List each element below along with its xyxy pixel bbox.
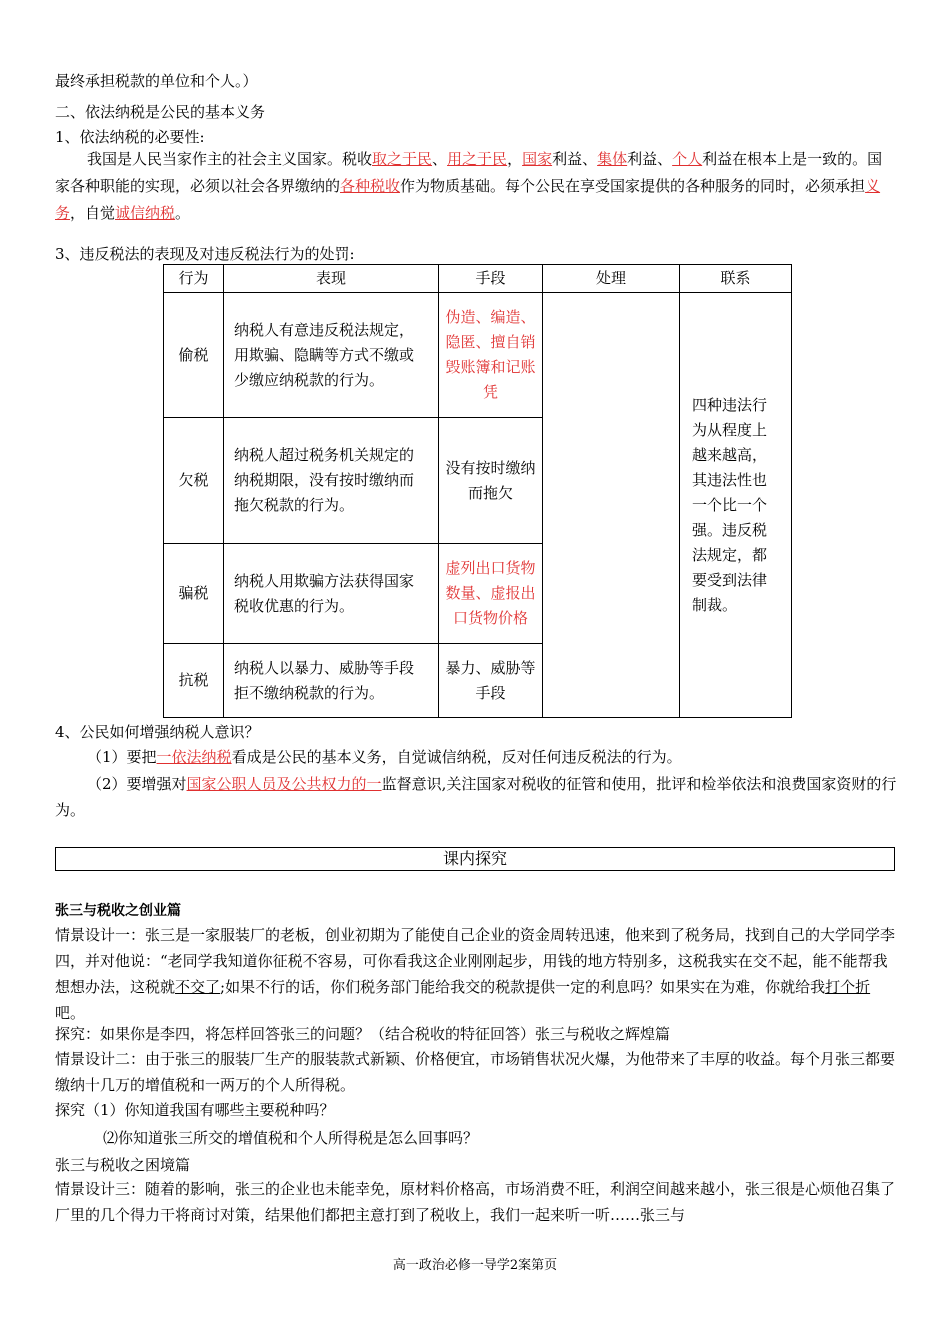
item3-heading: 3、违反税法的表现及对违反税法行为的处罚:: [55, 245, 355, 263]
keyword: 各种税收: [340, 177, 401, 195]
header-cell: 处理: [543, 265, 680, 293]
handling-cell: [543, 293, 680, 718]
page-footer: 高一政治必修一导学2案第页: [392, 1258, 558, 1273]
means-cell: 没有按时缴纳而拖欠: [439, 418, 543, 544]
desc-cell: 纳税人超过税务机关规定的纳税期限，没有按时缴纳而拖欠税款的行为。: [224, 418, 439, 544]
text-run: 情景设计一：张三是一家服装厂的老板，创业初期为了能使自己企业的资金周转迅速，他来到了税务局，找到自己的大学同学李四，并对他说：“老同学我知道你征税不容易，可你看我这企业刚刚起步，用钱的地方特别多，这税我实在交不起，能不能帮我想想办法，这税就: [55, 926, 896, 996]
inquiry-heading: 张三与税收之创业篇: [55, 903, 181, 919]
item4-point1: [87, 747, 682, 767]
underlined-phrase: 打个折: [825, 978, 871, 996]
text-run: 。: [175, 204, 191, 222]
scenario1-paragraph: [55, 922, 897, 1026]
act-cell: 骗税: [164, 544, 224, 644]
keyword: 取之于民: [372, 150, 433, 168]
text-run: ;如果不行的话，你们税务部门能给我交的税款提供一定的利息吗？如果实在为难，你就给我: [220, 978, 826, 996]
section-banner: 课内探究: [55, 847, 895, 871]
text-run: 利益在根本上是一致的。国家各种职能的实现，必须以社会各界缴纳的: [55, 150, 883, 195]
desc-cell: 纳税人用欺骗方法获得国家税收优惠的行为。: [224, 544, 439, 644]
keyword: 国家公职人员及公共权力的一: [186, 775, 382, 793]
means-cell: 暴力、威胁等手段: [439, 644, 543, 718]
keyword: 个人: [672, 150, 703, 168]
desc-cell: 纳税人有意违反税法规定，用欺骗、隐瞒等方式不缴或少缴应纳税款的行为。: [224, 293, 439, 418]
section-heading: 二、依法纳税是公民的基本义务: [55, 103, 266, 121]
text-run: ，: [507, 150, 523, 168]
scenario2-paragraph: 情景设计二：由于张三的服装厂生产的服装款式新颖、价格便宜，市场销售状况火爆，为他带来了丰厚的收益。每个月张三都要缴纳十几万的增值税和一两万的个人所得税。: [55, 1050, 896, 1094]
explore1-line: 探究：如果你是李四，将怎样回答张三的问题？（结合税收的特征回答）张三与税收之辉煌篇: [55, 1025, 671, 1043]
item4-point2: [55, 771, 897, 823]
necessity-paragraph: [55, 146, 897, 227]
scenario3-paragraph: 情景设计三：随着的影响，张三的企业也未能幸免，原材料价格高，市场消费不旺，利润空间越来越小，张三很是心烦他召集了厂里的几个得力干将商讨对策，结果他们都把主意打到了税收上，我们一起来听一听……张三与: [55, 1180, 896, 1224]
act-cell: 抗税: [164, 644, 224, 718]
item4-heading: 4、公民如何增强纳税人意识？: [55, 723, 260, 741]
act-cell: 偷税: [164, 293, 224, 418]
text-run: 利益、: [627, 150, 673, 168]
text-run: 作为物质基础。每个公民在享受国家提供的各种服务的同时，必须承担: [400, 177, 866, 195]
keyword: 集体: [597, 150, 628, 168]
text-run: 吧。: [55, 1004, 86, 1022]
text-run: 、: [432, 150, 448, 168]
keyword: 诚信纳税: [115, 204, 176, 222]
text-run: 监督意识,关注国家对税收的征管和使用，批评和检举依法和浪费国家资财的行为。: [55, 775, 897, 819]
keyword: 用之于民: [447, 150, 508, 168]
intro-line: 最终承担税款的单位和个人。）: [55, 72, 258, 90]
header-cell: 表现: [224, 265, 439, 293]
text-run: 看成是公民的基本义务，自觉诚信纳税，反对任何违反税法的行为。: [231, 748, 682, 766]
text-run: 我国是人民当家作主的社会主义国家。税收: [87, 150, 373, 168]
header-cell: 联系: [680, 265, 792, 293]
act-cell: 欠税: [164, 418, 224, 544]
text-run: 利益、: [552, 150, 598, 168]
tax-violation-table: [163, 264, 792, 718]
table-header-row: [164, 265, 792, 293]
header-cell: 行为: [164, 265, 224, 293]
text-run: ，自觉: [70, 204, 116, 222]
item1-heading: 1、依法纳税的必要性:: [55, 128, 205, 146]
means-cell: 伪造、编造、隐匿、擅自销毁账簿和记账凭: [439, 293, 543, 418]
keyword: 国家: [522, 150, 553, 168]
text-run: （1）要把: [87, 748, 157, 766]
table-row: [164, 293, 792, 418]
desc-cell: 纳税人以暴力、威胁等手段拒不缴纳税款的行为。: [224, 644, 439, 718]
underlined-phrase: 不交了: [175, 978, 221, 996]
means-cell: 虚列出口货物数量、虚报出口货物价格: [439, 544, 543, 644]
header-cell: 手段: [439, 265, 543, 293]
explore2a-line: 探究（1）你知道我国有哪些主要税种吗？: [55, 1101, 335, 1119]
keyword: 义务: [55, 177, 881, 222]
inquiry-heading-3: 张三与税收之困境篇: [55, 1156, 191, 1174]
contact-cell: 四种违法行为从程度上越来越高，其违法性也一个比一个强。违反税法规定，都要受到法律制裁。: [680, 293, 792, 718]
text-run: （2）要增强对: [87, 775, 187, 793]
keyword: 一依法纳税: [156, 748, 232, 766]
explore2b-line: ⑵你知道张三所交的增值税和个人所得税是怎么回事吗？: [103, 1129, 479, 1147]
